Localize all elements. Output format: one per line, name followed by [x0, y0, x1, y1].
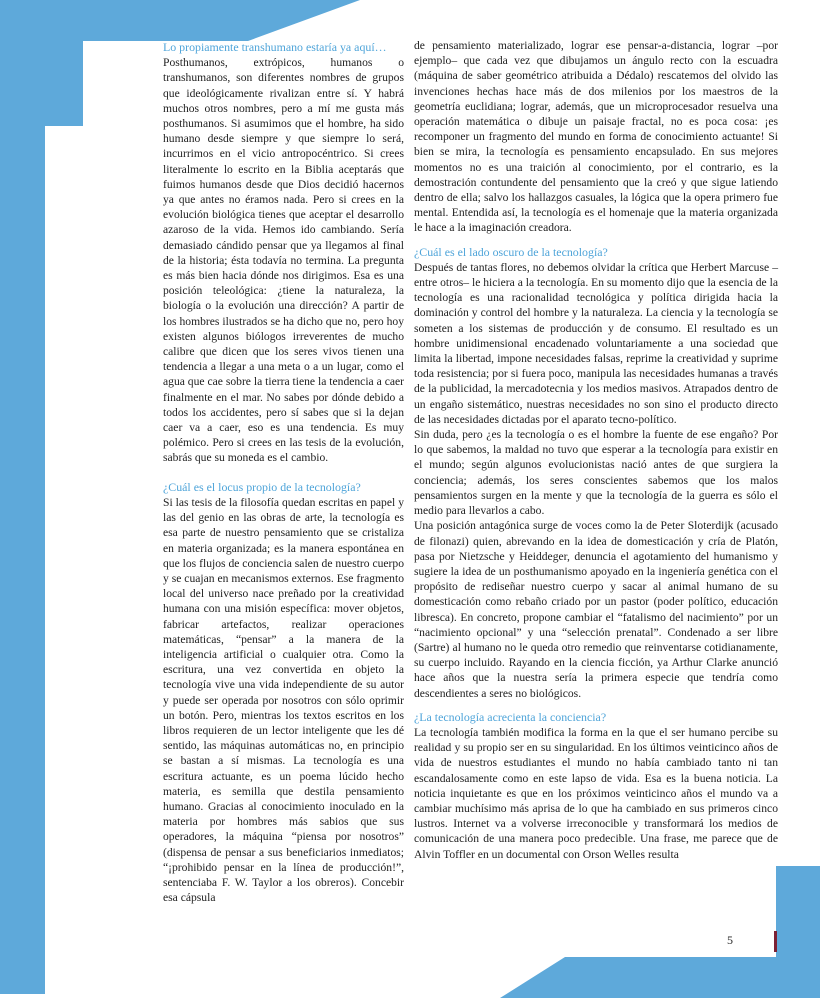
body-paragraph: de pensamiento materializado, lograr ese pensar-a-distancia, lograr –por ejemplo– que cada vez que dibujamos un ángulo recto con la escuadra (máquina de saber geométrico atribuida a Dédalo) rescatemos del olvido las invenciones hechas hace más de dos milenios por los maestros de la geometría euclidiana; lograr, además, que un microprocesador resuelva una operación matemática o dibuje un paisaje fractal, no es poca cosa: ¡es recomponer un fragmento del mundo en forma de conocimiento actuante! Si bien se mira, la tecnología es pensamiento encapsulado. En sus mejores momentos no es una traición al conocimiento, por el contrario, es la demostración contundente del pensamiento que la creó y que sigue latiendo dentro de ella; salvo los hallazgos casuales, la lógica que la opera primero fue mental. Entendida así, la tecnología es el homenaje que la materia organizada le hace a la imaginación creadora. — [414, 39, 778, 235]
section-heading: ¿Cuál es el lado oscuro de la tecnología? — [414, 244, 608, 259]
body-paragraph: Posthumanos, extrópicos, humanos o transhumanos, son diferentes nombres de grupos que ideológicamente rivalizan entre sí. Y habrá muchos otros nombres, pero a mí me gusta más posthumanos. Si asumimos que el hombre, ha sido humano desde siempre y que siempre lo será, incurrimos en el vicio antropocéntrico. Si crees literalmente lo escrito en la Biblia aceptarás que fuimos humanos desde que Dios decidió hacernos ya que antes no éramos nada. Pero si crees en la evolución biológica tienes que aceptar el desarrollo azaroso de la vida. Hemos ido cambiando. Sería demasiado cándido pensar que ya llegamos al final de la historia; ésta todavía no termina. La pregunta es más bien hacia dónde nos dirigimos. Esa es una posición teleológica: ¿tiene la naturaleza, la biología o la evolución una dirección? A partir de los hombres ilustrados se ha dicho que no, pero hoy existen algunos biólogos irreverentes de mucho calibre que dicen que los seres vivos tienen una tendencia a llegar a una meta o a un lugar, como el agua que cae sobre la tierra tiene la tendencia a caer finalmente en el mar. No sabes por dónde debido a todos los accidentes, pero sí sabes que si la dejan caer va a caer, eso es una tendencia. Es muy polémico. Pero si crees en las tesis de la evolución, sabrás que su moneda es el cambio. — [163, 56, 404, 465]
section-heading: Lo propiamente transhumano estaría ya aquí… — [163, 40, 387, 54]
margin-tick — [774, 931, 777, 952]
body-paragraph: Sin duda, pero ¿es la tecnología o es el hombre la fuente de ese engaño? Por lo que sabemos, la maldad no tuvo que esperar a la tecnología para existir en el mundo; según algunos evolucionistas nació antes de que surgiera la conciencia; además, los seres conscientes sabemos que los malos pensamientos surgen en la mente y que la tecnología de la guerra es sólo el medio para llevarlos a cabo. — [414, 428, 778, 518]
body-paragraph: Si las tesis de la filosofía quedan escritas en papel y las del genio en las obras de arte, la tecnología es esa parte de nuestro pensamiento que se cristaliza en materia organizada; es la manera espontánea en que los flujos de conciencia salen de nuestro cuerpo y se cuajan en mecanismos externos. Ese fragmento local del universo nace preñado por la creatividad humana con una misión específica: mover objetos, fabricar artefactos, realizar operaciones matemáticas, “pensar” a la manera de la inteligencia artificial o cualquier otra. Como la escritura, una vez convertida en objeto la tecnología vive una vida independiente de su autor y puede ser operada por nosotros con sólo oprimir un botón. Pero, mientras los textos escritos en los libros requieren de un lector inteligente que les dé sentido, las máquinas automáticas no, en principio se bastan a sí mismas. La tecnología es una escritura actuante, es un poema lúcido hecho materia, es semilla que destila pensamiento humano. Gracias al conocimiento inoculado en la materia por hombres más sabios que sus operadores, la máquina “piensa por nosotros” (dispensa de pensar a sus beneficiarios inmediatos; “¡prohibido pensar en la línea de producción!”, sentenciaba F. W. Taylor a los obreros). Concebir esa cápsula — [163, 495, 404, 905]
left-column — [163, 40, 404, 905]
corner-shape-bottom-right — [500, 866, 820, 998]
body-paragraph: Una posición antagónica surge de voces como la de Peter Sloterdijk (acusado de filonazi) quien, abrevando en la idea de domesticación y cría de Platón, pasa por Nietzsche y Heiddeger, denuncia el agotamiento del humanismo y sugiere la idea de un posthumanismo apoyado en la ingeniería genética con el propósito de rediseñar nuestro cuerpo y sacar al animal humano de su domesticación como rebaño criado por un pastor (poder político, educación libresca). En concreto, propone cambiar el “fatalismo del nacimiento” por un “nacimiento opcional” y una “selección prenatal”. Condenado a ser libre (Sartre) al humano no le queda otro remedio que reinventarse cotidianamente, su cuerpo incluido. Rayando en la ciencia ficción, ya Arthur Clarke anunció hace años que la nuestra sería la primera especie que tendría como descendientes a seres no biológicos. — [414, 519, 778, 700]
page-number: 5 — [727, 933, 733, 947]
section-heading: ¿La tecnología acrecienta la conciencia? — [414, 709, 607, 724]
body-paragraph: Después de tantas flores, no debemos olvidar la crítica que Herbert Marcuse –entre otros– le hiciera a la tecnología. En su momento dijo que la esencia de la tecnología es una racionalidad tecnológica y política dirigida hacia la dominación y control del hombre y la naturaleza. La ciencia y la tecnología se someten a los sistemas de producción y de consumo. El resultado es un hombre unidimensional encadenado voluntariamente a una sociedad que limita la libertad, impone necesidades falsas, reprime la creatividad y suprime toda resistencia; por si fuera poco, manipula las necesidades humanas a través de la publicidad, la mercadotecnia y los medios masivos. Atrapados dentro de un engaño sistemático, nuestras necesidades no son sino el producto directo de las necesidades dictadas por el aparato tecno-político. — [414, 260, 778, 426]
right-column — [414, 38, 778, 862]
body-paragraph: La tecnología también modifica la forma en la que el ser humano percibe su realidad y su propio ser en su singularidad. En los últimos veinticinco años de vida de nuestros estudiantes el mundo no había cambiado tanto ni tan escandalosamente como en este lapso de vida. Esa es la buena noticia. La noticia inquietante es que en los próximos veinticinco años el mundo va a cambiar muchísimo más aprisa de lo que ha cambiado en sus primeros cinco lustros. Internet va a volverse irreconocible y transformará los medios de comunicación de una manera poco predecible. Una frase, me parece que de Alvin Toffler en un documental con Orson Welles resulta — [414, 725, 778, 861]
section-heading: ¿Cuál es el locus propio de la tecnología? — [163, 479, 361, 494]
